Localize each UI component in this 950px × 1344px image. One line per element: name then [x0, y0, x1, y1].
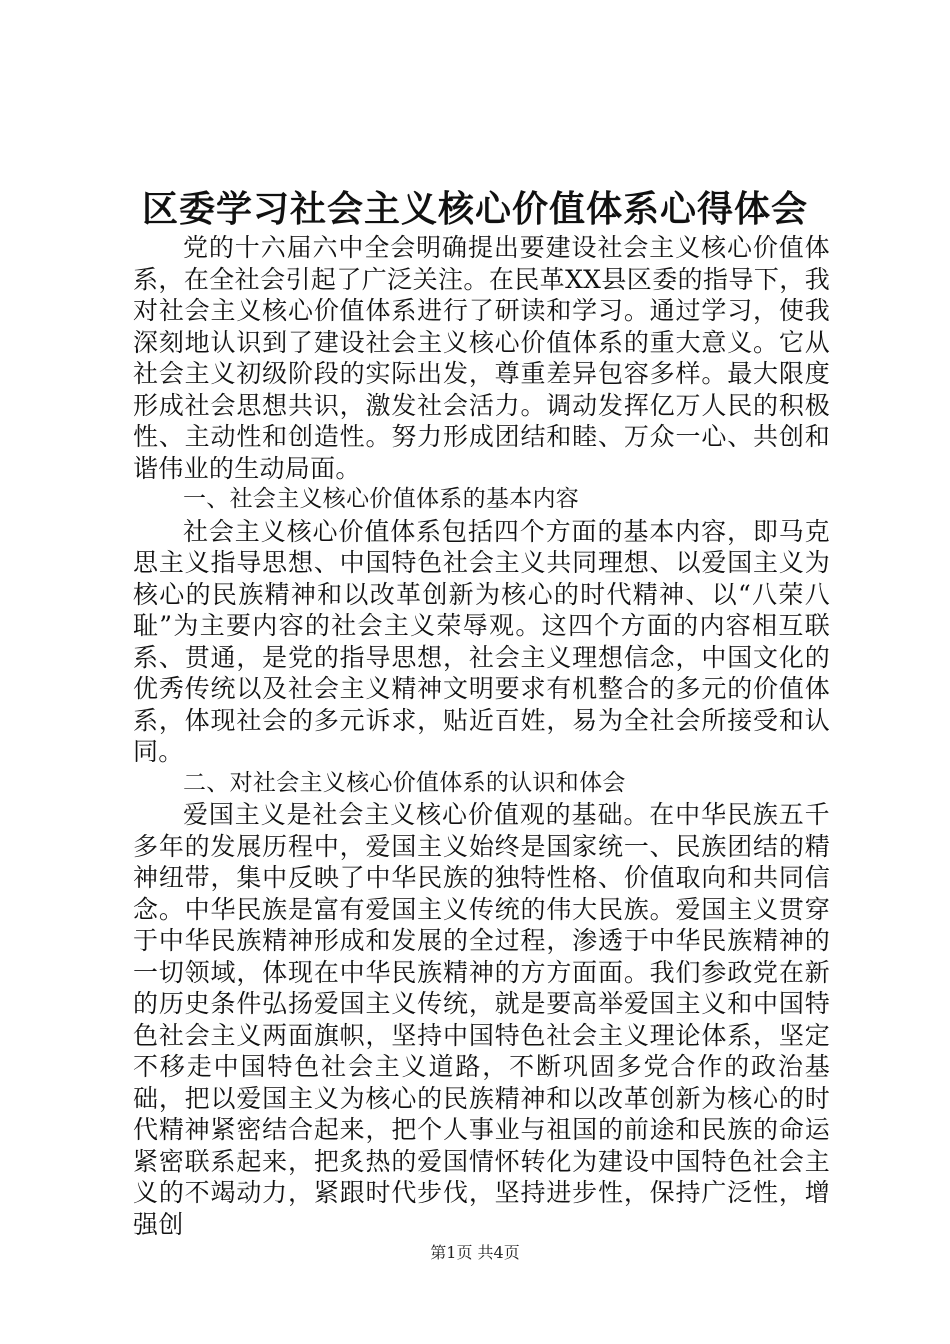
paragraph-intro: 党的十六届六中全会明确提出要建设社会主义核心价值体系，在全社会引起了广泛关注。在民革XX县区委的指导下，我对社会主义核心价值体系进行了研读和学习。通过学习，使我深刻地认识到了建设社会主义核心价值体系的重大意义。它从社会主义初级阶段的实际出发，尊重差异包容多样。最大限度形成社会思想共识，激发社会活力。调动发挥亿万人民的积极性、主动性和创造性。努力形成团结和睦、万众一心、共创和谐伟业的生动局面。 — [133, 233, 830, 483]
paragraph-basic-content: 社会主义核心价值体系包括四个方面的基本内容，即马克思主义指导思想、中国特色社会主义共同理想、以爱国主义为核心的民族精神和以改革创新为核心的时代精神、以“八荣八耻”为主要内容的社会主义荣辱观。这四个方面的内容相互联系、贯通，是党的指导思想，社会主义理想信念，中国文化的优秀传统以及社会主义精神文明要求有机整合的多元的价值体系，体现社会的多元诉求，贴近百姓，易为全社会所接受和认同。 — [133, 516, 830, 766]
paragraph-patriotism: 爱国主义是社会主义核心价值观的基础。在中华民族五千多年的发展历程中，爱国主义始终是国家统一、民族团结的精神纽带，集中反映了中华民族的独特性格、价值取向和共同信念。中华民族是富有爱国主义传统的伟大民族。爱国主义贯穿于中华民族精神形成和发展的全过程，渗透于中华民族精神的一切领域，体现在中华民族精神的方方面面。我们参政党在新的历史条件弘扬爱国主义传统，就是要高举爱国主义和中国特色社会主义两面旗帜，坚持中国特色社会主义理论体系，坚定不移走中国特色社会主义道路，不断巩固多党合作的政治基础，把以爱国主义为核心的民族精神和以改革创新为核心的时代精神紧密结合起来，把个人事业与祖国的前途和民族的命运紧密联系起来，把炙热的爱国情怀转化为建设中国特色社会主义的不竭动力，紧跟时代步伐，坚持进步性，保持广泛性，增强创 — [133, 800, 830, 1239]
section-heading-2: 二、对社会主义核心价值体系的认识和体会 — [183, 769, 626, 796]
document-body — [133, 232, 830, 1240]
page-footer: 第1页 共4页 — [430, 1243, 520, 1262]
section-heading-1: 一、社会主义核心价值体系的基本内容 — [183, 486, 580, 512]
document-title: 区委学习社会主义核心价值体系心得体会 — [141, 188, 808, 230]
